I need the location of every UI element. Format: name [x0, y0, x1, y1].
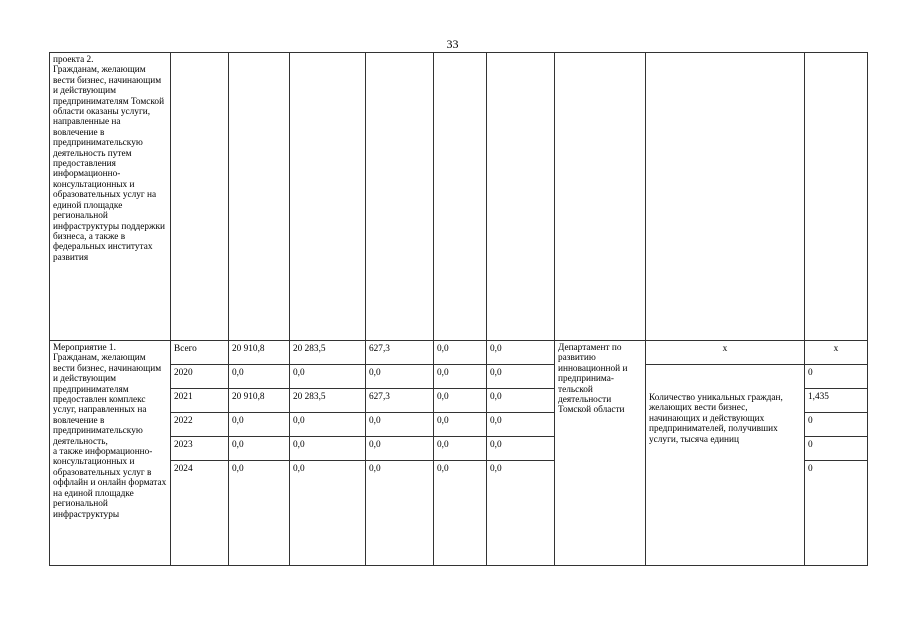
- empty-cell: [487, 53, 555, 341]
- year-cell: 2022: [171, 413, 229, 437]
- local-budget-cell: 0,0: [434, 461, 487, 566]
- executor: Департамент по развитию инновационной и предпринима-тельской деятельности Томской области: [558, 343, 628, 416]
- page-number: 33: [446, 37, 459, 51]
- empty-cell: [290, 53, 366, 341]
- total-cell: 0,0: [229, 365, 290, 389]
- regional-budget-cell: 0,0: [366, 413, 434, 437]
- local-budget-cell: 0,0: [434, 341, 487, 365]
- extra-budget-cell: 0,0: [487, 365, 555, 389]
- year-cell: 2020: [171, 365, 229, 389]
- indicator-value-cell: 0: [805, 365, 868, 389]
- indicator-text: Количество уникальных граждан, желающих вести бизнес, начинающих и действующих предпринимателей, получивших услуги, тысяча единиц: [649, 393, 783, 445]
- total-cell: 20 910,8: [229, 389, 290, 413]
- total-cell: 0,0: [229, 437, 290, 461]
- federal-budget-cell: 20 283,5: [290, 389, 366, 413]
- local-budget-cell: 0,0: [434, 437, 487, 461]
- federal-budget-cell: 0,0: [290, 437, 366, 461]
- project-description: проекта 2. Гражданам, желающим вести бизнес, начинающим и действующим предпринимателям Томской области оказаны услуги, направленные на вовлечение в предпринимательскую деятельность путем предоставления информационно-консультационных и образовательных услуг на единой площадке региональной инфраструктуры поддержки бизнеса, а также в федеральных институтах развития: [53, 55, 165, 263]
- regional-budget-cell: 627,3: [366, 389, 434, 413]
- extra-budget-cell: 0,0: [487, 461, 555, 566]
- regional-budget-cell: 0,0: [366, 437, 434, 461]
- measure-row-total: [50, 341, 868, 365]
- federal-budget-cell: 0,0: [290, 413, 366, 437]
- extra-budget-cell: 0,0: [487, 413, 555, 437]
- local-budget-cell: 0,0: [434, 365, 487, 389]
- local-budget-cell: 0,0: [434, 413, 487, 437]
- indicator-value-cell: 0: [805, 437, 868, 461]
- total-cell: 0,0: [229, 461, 290, 566]
- year-cell: 2023: [171, 437, 229, 461]
- federal-budget-cell: 0,0: [290, 365, 366, 389]
- federal-budget-cell: 0,0: [290, 461, 366, 566]
- extra-budget-cell: 0,0: [487, 437, 555, 461]
- extra-budget-cell: 0,0: [487, 341, 555, 365]
- value-header-cell: х: [805, 341, 868, 365]
- empty-cell: [366, 53, 434, 341]
- total-cell: 0,0: [229, 413, 290, 437]
- year-cell: 2021: [171, 389, 229, 413]
- regional-budget-cell: 627,3: [366, 341, 434, 365]
- empty-cell: [805, 53, 868, 341]
- project-row: [50, 53, 868, 341]
- indicator-value-cell: 0: [805, 461, 868, 566]
- indicator-value-cell: 0: [805, 413, 868, 437]
- program-table: [49, 52, 868, 566]
- empty-cell: [646, 53, 805, 341]
- extra-budget-cell: 0,0: [487, 389, 555, 413]
- executor-cell: [555, 341, 646, 566]
- measure-name: Мероприятие 1. Гражданам, желающим вести бизнес, начинающим и действующим предпринимателям предоставлен комплекс услуг, направленных на вовлечение в предпринимательскую деятельность, а также информационно-консультационных и образовательных услуг в оффлайн и онлайн форматах на единой площадке региональной инфраструктуры: [53, 343, 167, 520]
- empty-cell: [171, 53, 229, 341]
- federal-budget-cell: 20 283,5: [290, 341, 366, 365]
- empty-cell: [434, 53, 487, 341]
- year-cell: 2024: [171, 461, 229, 566]
- regional-budget-cell: 0,0: [366, 365, 434, 389]
- indicator-cell: [646, 365, 805, 566]
- measure-name-cell: [50, 341, 171, 566]
- local-budget-cell: 0,0: [434, 389, 487, 413]
- total-cell: 20 910,8: [229, 341, 290, 365]
- empty-cell: [229, 53, 290, 341]
- project-description-cell: [50, 53, 171, 341]
- measure-row-2020: [50, 365, 868, 389]
- empty-cell: [555, 53, 646, 341]
- regional-budget-cell: 0,0: [366, 461, 434, 566]
- year-cell: Всего: [171, 341, 229, 365]
- indicator-value-cell: 1,435: [805, 389, 868, 413]
- indicator-header-cell: х: [646, 341, 805, 365]
